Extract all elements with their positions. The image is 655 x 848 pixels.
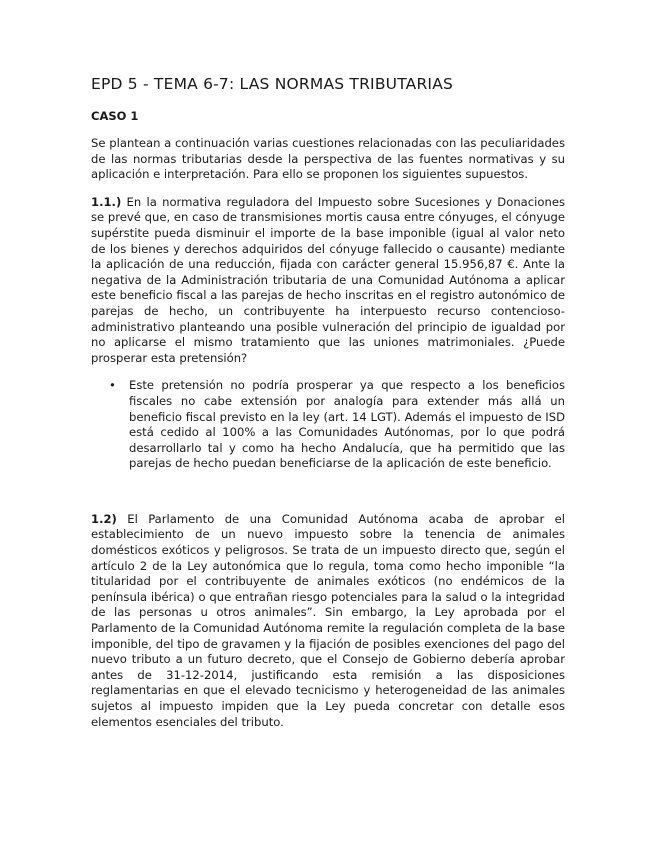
- bullet-icon: •: [109, 378, 116, 393]
- question-1-1: [91, 195, 565, 367]
- question-1-2-label: 1.2): [91, 511, 117, 526]
- question-1-2: [91, 512, 565, 730]
- question-1-1-text: En la normativa reguladora del Impuesto sobre Sucesiones y Donaciones se prevé que, en caso de transmisiones mortis causa entre cónyuges, el cónyuge supérstite pueda disminuir el importe de la base imponible (igual al valor neto de los bienes y derechos adquiridos del cónyuge fallecido o causante) mediante la aplicación de una reducción, fijada con carácter general 15.956,87 €. Ante la negativa de la Administración tributaria de una Comunidad Autónoma a aplicar este beneficio fiscal a las parejas de hecho inscritas en el registro autonómico de parejas de hecho, un contribuyente ha interpuesto recurso contencioso-administrativo planteando una posible vulneración del principio de igualdad por no aplicarse el mismo tratamiento que las uniones matrimoniales. ¿Puede prosperar esta pretensión?: [91, 194, 565, 365]
- section-heading: CASO 1: [91, 109, 139, 123]
- answer-list: [91, 378, 565, 472]
- document-page: [91, 74, 565, 742]
- answer-1-1-text: Este pretensión no podría prosperar ya que respecto a los beneficios fiscales no cabe extensión por analogía para extender más allá un beneficio fiscal previsto en la ley (art. 14 LGT). Además el impuesto de ISD está cedido al 100% a las Comunidades Autónomas, por lo que podrá desarrollarlo tal y como ha hecho Andalucía, que ha permitido que las parejas de hecho puedan beneficiarse de la aplicación de este beneficio.: [129, 378, 565, 471]
- document-title: EPD 5 - TEMA 6-7: LAS NORMAS TRIBUTARIAS: [91, 75, 454, 93]
- question-1-1-label: 1.1.): [91, 194, 122, 209]
- intro-paragraph: Se plantean a continuación varias cuestiones relacionadas con las peculiaridades de las normas tributarias desde la perspectiva de las fuentes normativas y su aplicación e interpretación. Para ello se proponen los siguientes supuestos.: [91, 136, 565, 182]
- question-1-2-text: El Parlamento de una Comunidad Autónoma acaba de aprobar el establecimiento de un nuevo impuesto sobre la tenencia de animales domésticos exóticos y peligrosos. Se trata de un impuesto directo que, según el artículo 2 de la Ley autonómica que lo regula, toma como hecho imponible “la titularidad por el contribuyente de animales exóticos (no endémicos de la península ibérica) o que entrañan riesgo potenciales para la salud o la integridad de las personas u otros animales”. Sin embargo, la Ley aprobada por el Parlamento de la Comunidad Autónoma remite la regulación completa de la base imponible, del tipo de gravamen y la fijación de posibles exenciones del pago del nuevo tributo a un futuro decreto, que el Consejo de Gobierno debería aprobar antes de 31-12-2014, justificando esta remisión a las disposiciones reglamentarias en que el elevado tecnicismo y heterogeneidad de las animales sujetos al impuesto impiden que la Ley pueda concretar con detalle esos elementos esenciales del tributo.: [91, 511, 565, 729]
- answer-1-1-item: [109, 378, 565, 472]
- spacer: [91, 484, 565, 512]
